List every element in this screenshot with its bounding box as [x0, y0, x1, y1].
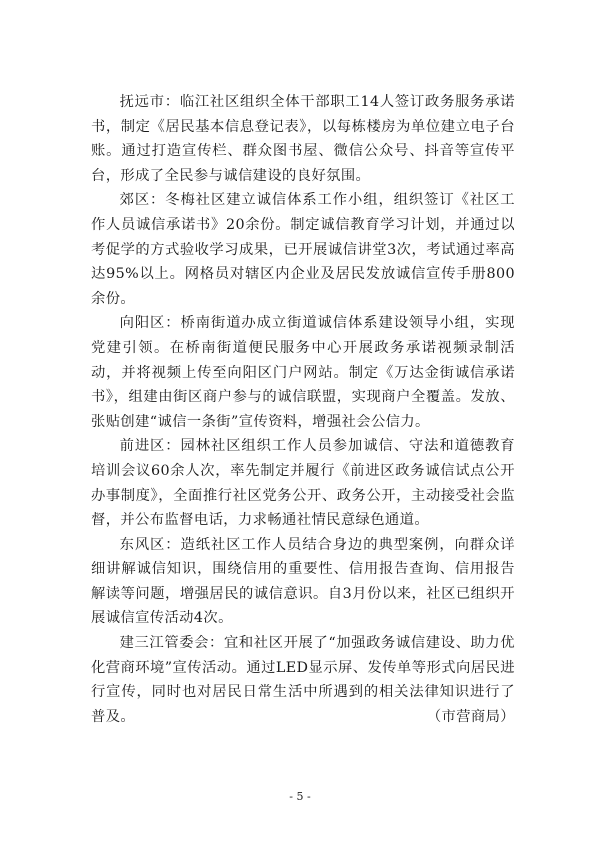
page-number: - 5 -: [289, 790, 311, 803]
paragraph-jiansanjiang: [91, 631, 515, 729]
paragraph-jiansanjiang-text: 建三江管委会：宜和社区开展了“加强政务诚信建设、助力优化营商环境”宣传活动。通过LED显示屏、发传单等形式向居民进行宣传，同时也对居民日常生活中所遇到的相关法律知识进行了普及。: [91, 635, 515, 725]
paragraph-qianjin: 前进区：园林社区组织工作人员参加诚信、守法和道德教育培训会议60余人次，率先制定并履行《前进区政务诚信试点公开办事制度》，全面推行社区党务公开、政务公开，主动接受社会监督，并公布监督电话，力求畅通社情民意绿色通道。: [91, 438, 515, 529]
paragraph-dongfeng: 东风区：造纸社区工作人员结合身边的典型案例，向群众详细讲解诚信知识，围绕信用的重要性、信用报告查询、信用报告解读等问题，增强居民的诚信意识。自3月份以来，社区已组织开展诚信宣传活动4次。: [91, 536, 515, 627]
issuing-office: （市营商局）: [426, 708, 515, 725]
paragraph-fuyuan: 抚远市：临江社区组织全体干部职工14人签订政务服务承诺书，制定《居民基本信息登记表》，以每栋楼房为单位建立电子台账。通过打造宣传栏、群众图书屋、微信公众号、抖音等宣传平台，形成了全民参与诚信建设的良好氛围。: [91, 94, 515, 184]
document-body: [91, 90, 515, 729]
paragraph-jiaoqu: 郊区：冬梅社区建立诚信体系工作小组，组织签订《社区工作人员诚信承诺书》20余份。制定诚信教育学习计划，并通过以考促学的方式验收学习成果，已开展诚信讲堂3次，考试通过率高达95%以上。网格员对辖区内企业及居民发放诚信宣传手册800余份。: [91, 192, 515, 307]
paragraph-xiangyang: 向阳区：桥南街道办成立街道诚信体系建设领导小组，实现党建引领。在桥南街道便民服务中心开展政务承诺视频录制活动，并将视频上传至向阳区门户网站。制定《万达金街诚信承诺书》，组建由街区商户参与的诚信联盟，实现商户全覆盖。发放、张贴创建“诚信一条街”宣传资料，增强社会公信力。: [91, 315, 515, 430]
